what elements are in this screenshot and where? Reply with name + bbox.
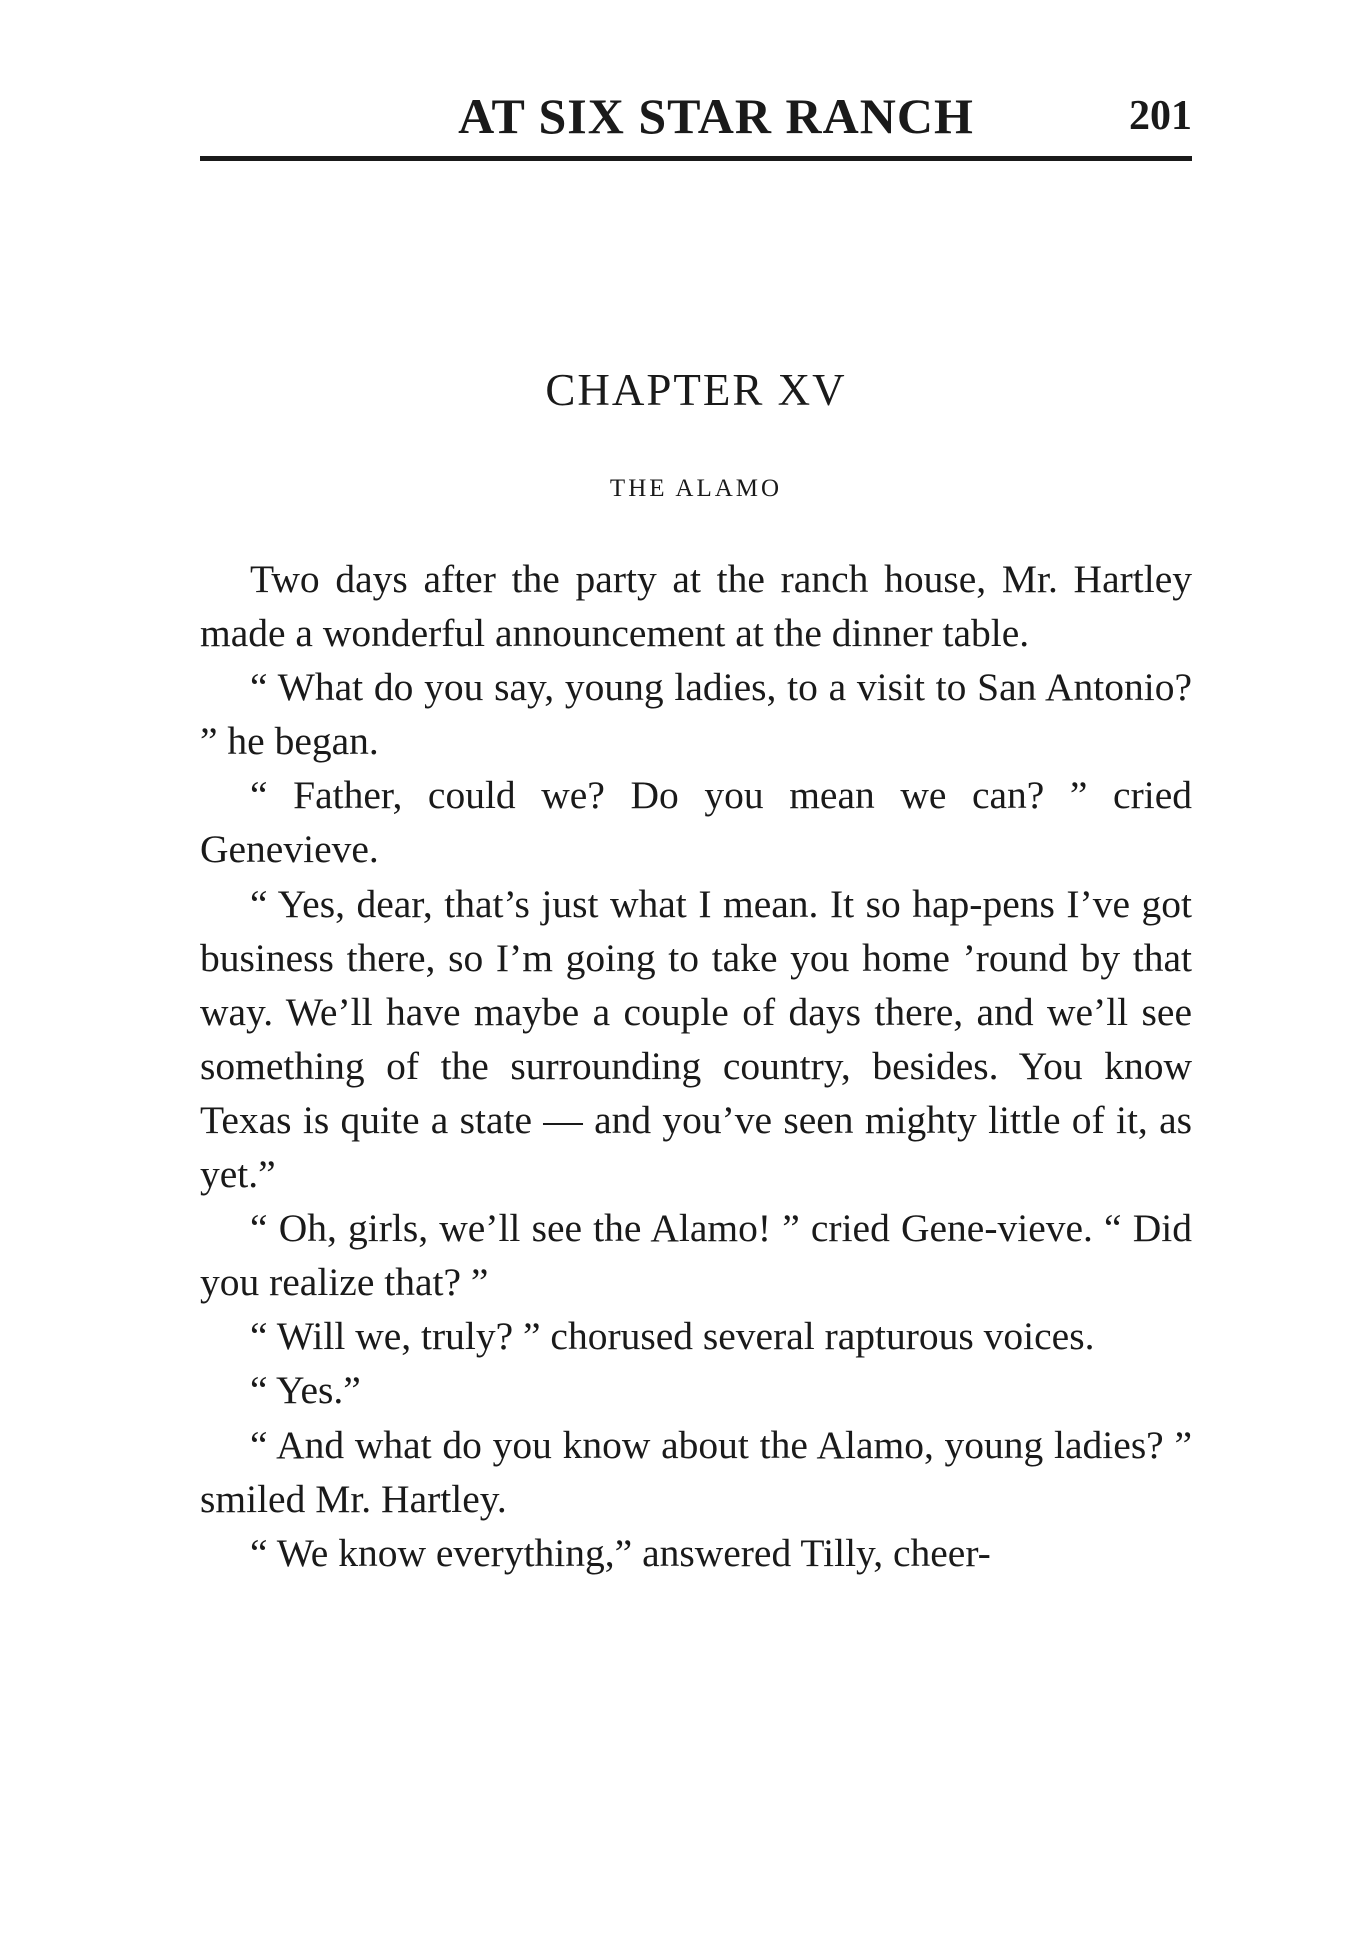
running-title: AT SIX STAR RANCH	[458, 88, 974, 144]
page-number: 201	[1129, 93, 1192, 139]
paragraph: “ Oh, girls, we’ll see the Alamo! ” cried Gene-vieve. “ Did you realize that? ”	[200, 1206, 1192, 1305]
chapter-title: CHAPTER XV	[545, 365, 847, 415]
body-text	[200, 552, 1192, 1580]
paragraph: “ Father, could we? Do you mean we can? ” cried Genevieve.	[200, 773, 1192, 872]
paragraph: “ What do you say, young ladies, to a visit to San Antonio? ” he began.	[200, 665, 1192, 764]
header-rule	[200, 156, 1192, 161]
paragraph: Two days after the party at the ranch house, Mr. Hartley made a wonderful announcement at the dinner table.	[200, 557, 1192, 656]
paragraph: “ And what do you know about the Alamo, young ladies? ” smiled Mr. Hartley.	[200, 1422, 1192, 1521]
running-head	[200, 84, 1192, 148]
chapter-subtitle: THE ALAMO	[609, 475, 783, 502]
paragraph: “ Yes, dear, that’s just what I mean. It so hap-pens I’ve got business there, so I’m going to take you home ’round by that way. We’ll have maybe a couple of days there, and we’ll see something of the surrounding country, besides. You know Texas is quite a state — and you’ve seen mighty little of it, as yet.”	[200, 881, 1192, 1197]
paragraph: “ We know everything,” answered Tilly, cheer-	[250, 1530, 991, 1575]
paragraph: “ Yes.”	[250, 1368, 361, 1413]
paragraph: “ Will we, truly? ” chorused several rapturous voices.	[250, 1314, 1095, 1359]
